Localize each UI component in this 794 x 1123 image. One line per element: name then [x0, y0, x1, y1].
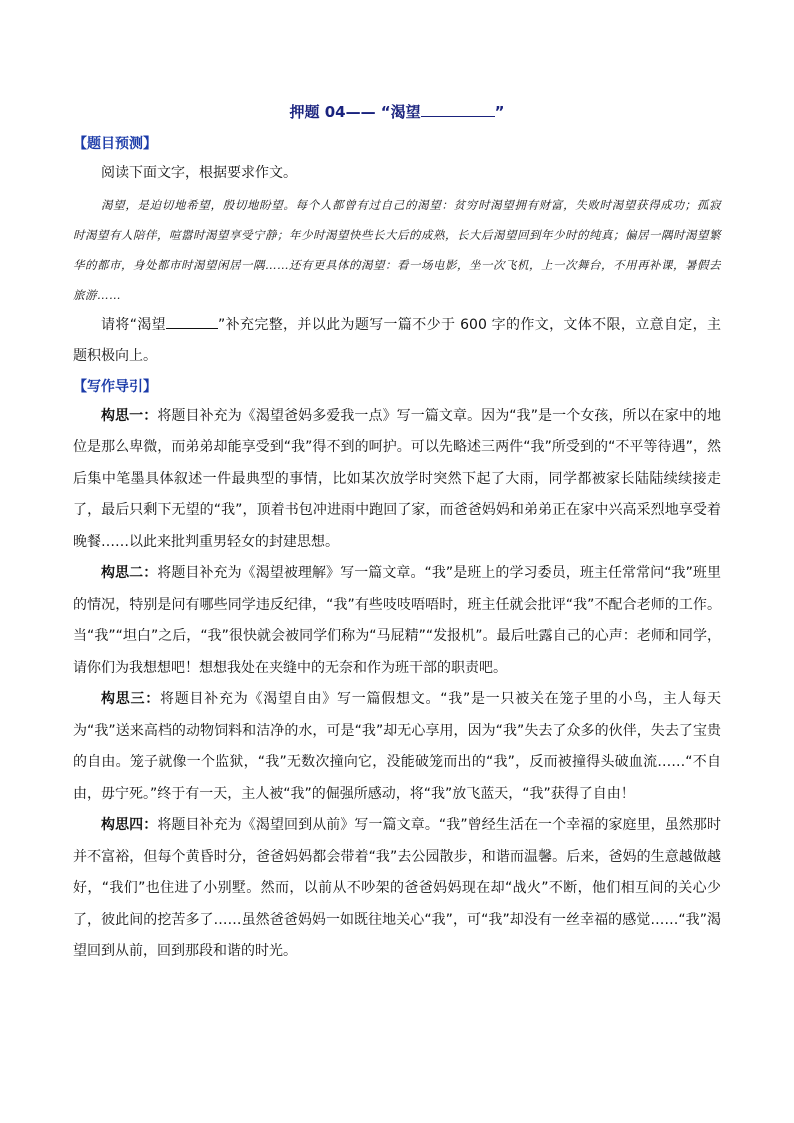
idea-paragraph-3: [73, 684, 721, 810]
title-suffix: ”: [494, 103, 505, 121]
idea-text-2: 将题目补充为《渴望被理解》写一篇文章。“我”是班上的学习委员，班主任常常问“我”班里的情况，特别是问有哪些同学违反纪律，“我”有些吱吱唔唔时，班主任就会批评“我”不配合老师的工作。当“我”“坦白”之后，“我”很快就会被同学们称为“马屁精”“发报机”。最后吐露自己的心声：老师和同学，请你们为我想想吧！想想我处在夹缝中的无奈和作为班干部的职责吧。: [73, 565, 721, 676]
idea-lead-4: 构思四：: [101, 817, 158, 833]
idea-lead-1: 构思一：: [101, 407, 158, 424]
idea-text-4: 将题目补充为《渴望回到从前》写一篇文章。“我”曾经生活在一个幸福的家庭里，虽然那时并不富裕，但每个黄昏时分，爸爸妈妈都会带着“我”去公园散步，和谐而温馨。后来，爸妈的生意越做越好，“我们”也住进了小别墅。然而，以前从不吵架的爸爸妈妈现在却“战火”不断，他们相互间的关心少了，彼此间的挖苦多了……虽然爸爸妈妈一如既往地关心“我”，可“我”却没有一丝幸福的感觉……“我”渴望回到从前，回到那段和谐的时光。: [73, 817, 721, 959]
title-prefix: 押题 04—— “渴望: [289, 103, 421, 121]
section-header-guide: 【写作导引】: [73, 378, 157, 395]
document-page: [73, 100, 721, 968]
idea-paragraph-4: [73, 810, 721, 968]
requirement-before: 请将“渴望: [101, 316, 167, 333]
instruction-text: 阅读下面文字，根据要求作文。: [101, 165, 297, 181]
idea-lead-3: 构思三：: [101, 691, 160, 707]
requirement-text: [73, 310, 721, 373]
section-header-prediction: 【题目预测】: [73, 136, 157, 152]
idea-text-1: 将题目补充为《渴望爸妈多爱我一点》写一篇文章。因为“我”是一个女孩，所以在家中的地位是那么卑微，而弟弟却能享受到“我”得不到的呵护。可以先略述三两件“我”所受到的“不平等待遇”，然后集中笔墨具体叙述一件最典型的事情，比如某次放学时突然下起了大雨，同学都被家长陆陆续续接走了，最后只剩下无望的“我”，顶着书包冲进雨中跑回了家，而爸爸妈妈和弟弟正在家中兴高采烈地享受着晚餐……以此来批判重男轻女的封建思想。: [73, 407, 721, 550]
idea-paragraph-2: [73, 558, 721, 684]
idea-paragraph-1: [73, 401, 721, 559]
idea-lead-2: 构思二：: [101, 565, 158, 581]
material-text: 渴望，是迫切地希望，殷切地盼望。每个人都曾有过自己的渴望：贫穷时渴望拥有财富，失败时渴望获得成功；孤寂时渴望有人陪伴，喧嚣时渴望享受宁静；年少时渴望快些长大后的成熟，长大后渴望回到年少时的纯真；偏居一隅时渴望繁华的都市，身处都市时渴望闲居一隅……还有更具体的渴望：看一场电影，坐一次飞机，上一次舞台，不用再补课，暑假去旅游……: [73, 197, 721, 302]
requirement-blank: [166, 316, 218, 329]
requirement-after: ”补充完整，并以此为题写一篇不少于 600 字的作文，文体不限，立意自定，主题积极向上。: [73, 316, 721, 364]
page-title: [73, 100, 721, 124]
title-blank: [421, 104, 495, 117]
idea-text-3: 将题目补充为《渴望自由》写一篇假想文。“我”是一只被关在笼子里的小鸟，主人每天为“我”送来高档的动物饲料和洁净的水，可是“我”却无心享用，因为“我”失去了众多的伙伴，失去了宝贵的自由。笼子就像一个监狱，“我”无数次撞向它，没能破笼而出的“我”，反而被撞得头破血流……“不自由，毋宁死。”终于有一天，主人被“我”的倔强所感动，将“我”放飞蓝天，“我”获得了自由！: [73, 691, 721, 802]
